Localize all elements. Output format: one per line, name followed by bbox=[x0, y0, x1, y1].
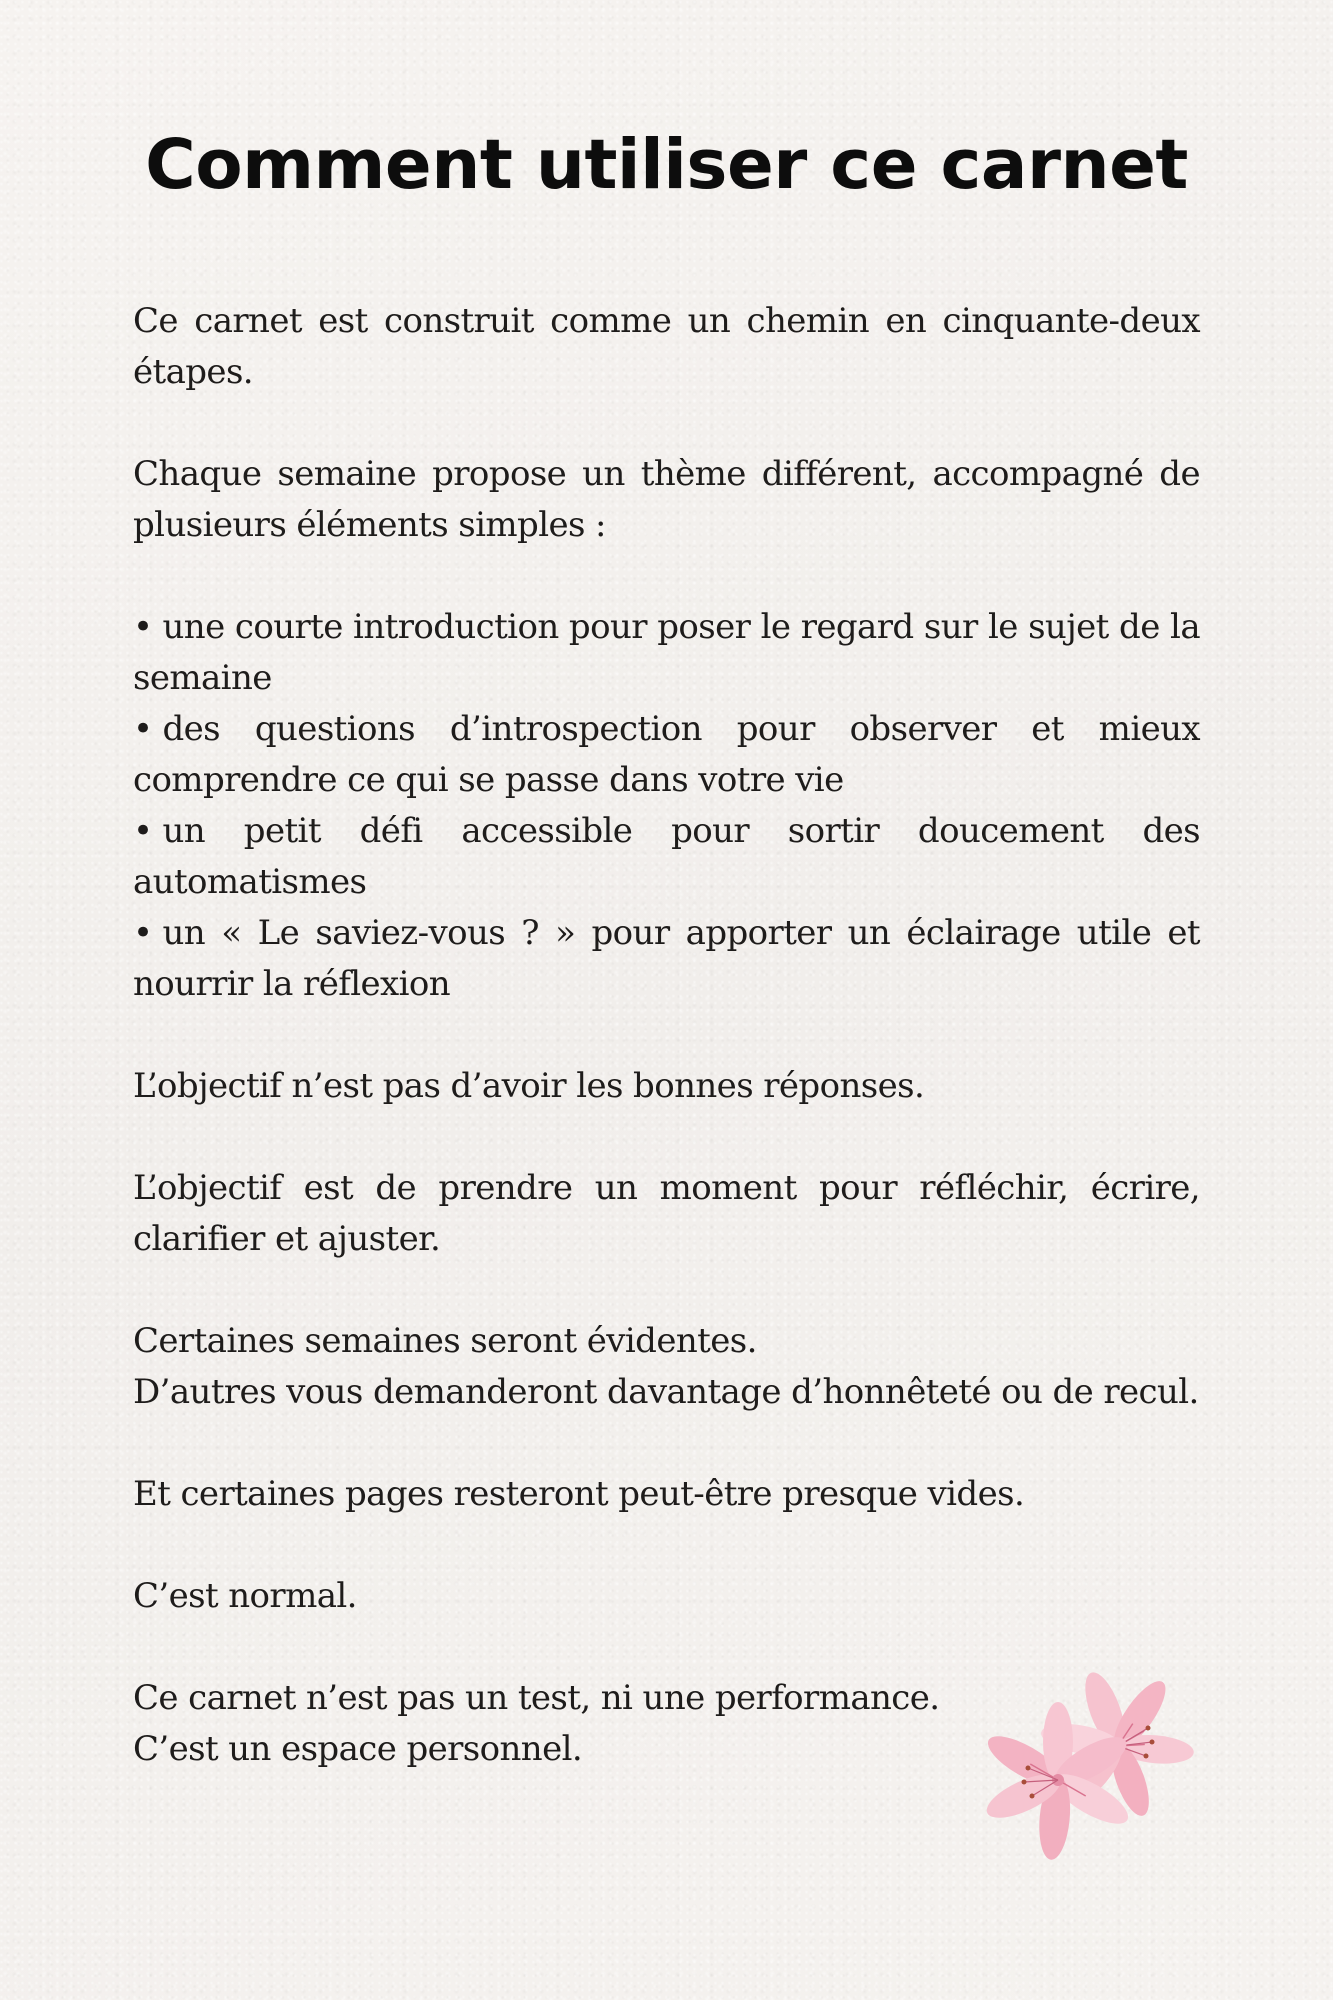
empty-pages-paragraph: Et certaines pages resteront peut-être presque vides. bbox=[133, 1474, 1025, 1514]
elements-list bbox=[133, 602, 1200, 1010]
weeks-harder-line: D’autres vous demanderont davantage d’honnêteté ou de recul. bbox=[133, 1372, 1199, 1412]
list-item-text: un « Le saviez-vous ? » pour apporter un éclairage utile et nourrir la réflexion bbox=[133, 913, 1200, 1004]
bullet-icon: • bbox=[133, 709, 153, 749]
personal-space-line: C’est un espace personnel. bbox=[133, 1729, 583, 1769]
bullet-icon: • bbox=[133, 811, 153, 851]
list-item bbox=[133, 908, 1200, 1010]
list-item bbox=[133, 602, 1200, 704]
goal-not-paragraph: L’objectif n’est pas d’avoir les bonnes réponses. bbox=[133, 1066, 925, 1106]
goal-is-paragraph: L’objectif est de prendre un moment pour réfléchir, écrire, clarifier et ajuster. bbox=[133, 1168, 1200, 1259]
intro-paragraph: Ce carnet est construit comme un chemin en cinquante-deux étapes. bbox=[133, 301, 1200, 392]
list-item-text: des questions d’introspection pour observer et mieux comprendre ce qui se passe dans votre vie bbox=[133, 709, 1200, 800]
not-test-line: Ce carnet n’est pas un test, ni une performance. bbox=[133, 1678, 940, 1718]
list-item-text: une courte introduction pour poser le regard sur le sujet de la semaine bbox=[133, 607, 1200, 698]
weekly-paragraph: Chaque semaine propose un thème différent, accompagné de plusieurs éléments simples : bbox=[133, 454, 1200, 545]
list-item-text: un petit défi accessible pour sortir doucement des automatismes bbox=[133, 811, 1200, 902]
list-item bbox=[133, 806, 1200, 908]
normal-paragraph: C’est normal. bbox=[133, 1576, 357, 1616]
page-title: Comment utiliser ce carnet bbox=[145, 125, 1188, 205]
bullet-icon: • bbox=[133, 607, 153, 647]
lily-flower-icon bbox=[980, 1668, 1200, 1868]
bullet-icon: • bbox=[133, 913, 153, 953]
weeks-obvious-line: Certaines semaines seront évidentes. bbox=[133, 1321, 757, 1361]
body-text bbox=[133, 296, 1200, 1775]
list-item bbox=[133, 704, 1200, 806]
